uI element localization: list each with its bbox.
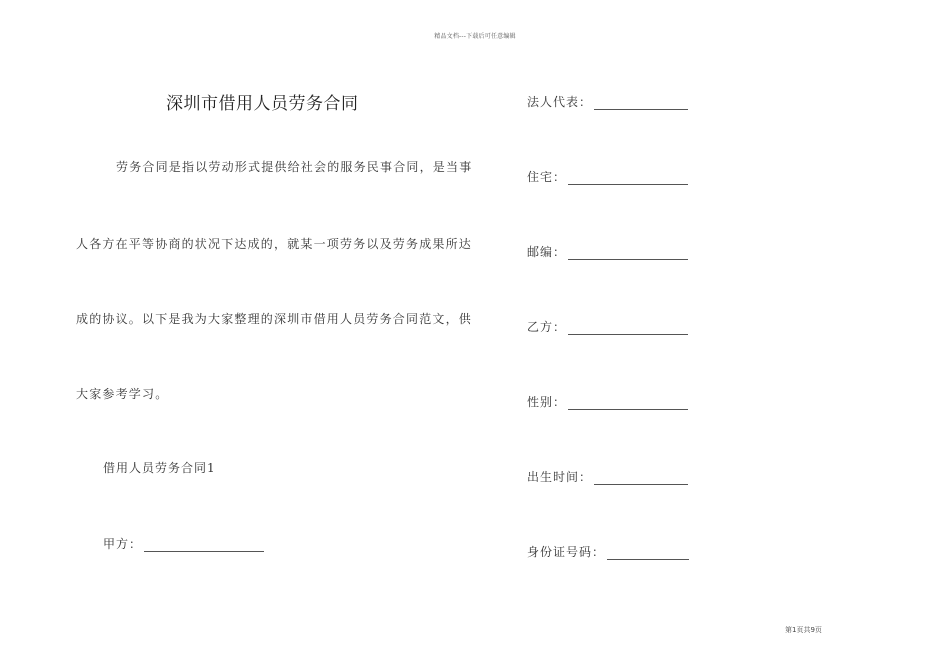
body-paragraph-line-2: 人各方在平等协商的状况下达成的，就某一项劳务以及劳务成果所达 <box>76 237 473 251</box>
birth-date-field <box>527 468 688 485</box>
postcode-field <box>527 243 688 260</box>
party-b-field <box>527 318 688 335</box>
legal-representative-field <box>527 93 688 110</box>
residence-blank-line <box>568 172 688 185</box>
residence-field <box>527 168 688 185</box>
legal-representative-blank-line <box>594 97 688 110</box>
gender-label: 性别： <box>527 395 567 409</box>
gender-blank-line <box>568 397 688 410</box>
party-a-blank-line <box>144 539 264 552</box>
gender-field <box>527 393 688 410</box>
legal-representative-label: 法人代表： <box>527 95 593 109</box>
party-a-label: 甲方： <box>103 537 143 551</box>
party-b-label: 乙方： <box>527 320 567 334</box>
postcode-label: 邮编： <box>527 245 567 259</box>
id-number-field <box>527 543 689 560</box>
residence-label: 住宅： <box>527 170 567 184</box>
page-number: 第1页共9页 <box>785 626 822 634</box>
page-header: 精品文档---下载后可任意编辑 <box>434 33 516 40</box>
id-number-label: 身份证号码： <box>527 545 606 559</box>
contract-subtitle: 借用人员劳务合同1 <box>103 461 216 475</box>
body-paragraph-line-3: 成的协议。以下是我为大家整理的深圳市借用人员劳务合同范文，供 <box>76 312 473 326</box>
postcode-blank-line <box>568 247 688 260</box>
body-paragraph-line-4: 大家参考学习。 <box>76 387 169 401</box>
party-b-blank-line <box>568 322 688 335</box>
party-a-field <box>103 535 264 552</box>
body-paragraph-line-1: 劳务合同是指以劳动形式提供给社会的服务民事合同，是当事 <box>116 160 473 174</box>
id-number-blank-line <box>607 547 689 560</box>
birth-date-label: 出生时间： <box>527 470 593 484</box>
document-title: 深圳市借用人员劳务合同 <box>166 94 359 114</box>
birth-date-blank-line <box>594 472 688 485</box>
